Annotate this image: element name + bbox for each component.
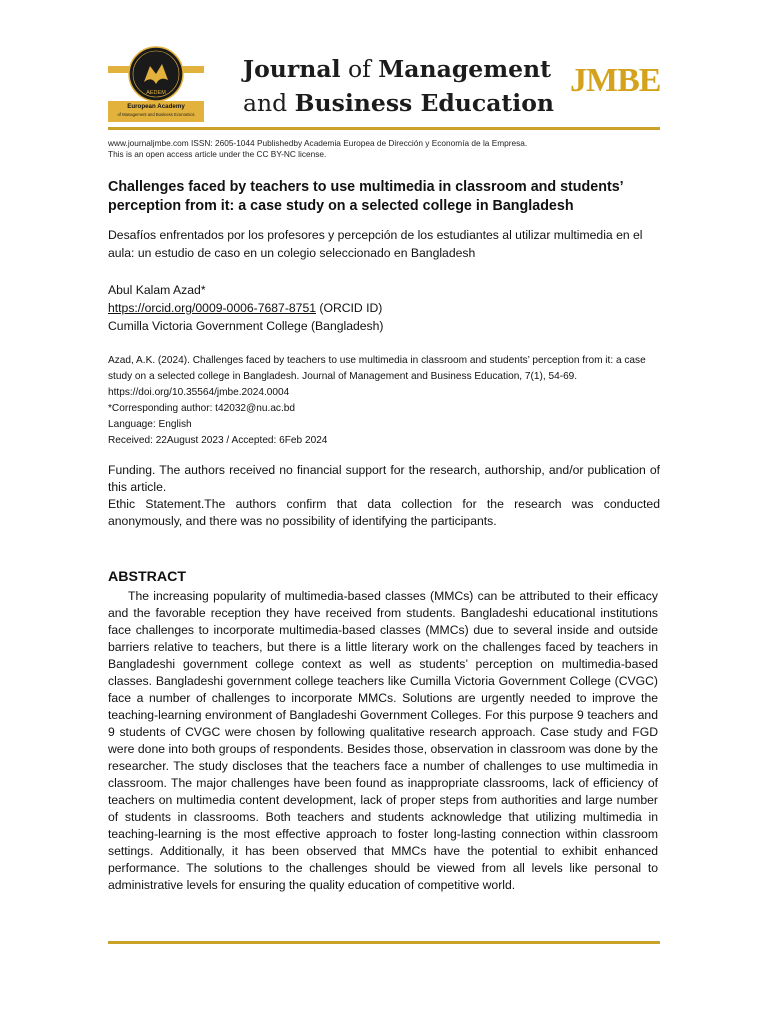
journal-title: Journal of Management and Business Education [243, 55, 554, 117]
author-name: Abul Kalam Azad* [108, 283, 206, 297]
svg-text:AEDEM: AEDEM [146, 90, 166, 96]
jmbe-logo: JMBE [570, 62, 661, 99]
abstract-heading: ABSTRACT [108, 569, 187, 585]
header-divider [108, 127, 660, 130]
statements-block [108, 462, 660, 530]
article-title: Challenges faced by teachers to use multimedia in classroom and students’ perception from it: a case study on a selected college in Bangladesh [108, 179, 623, 214]
citation-block [108, 353, 660, 449]
orcid-label: (ORCID ID) [316, 301, 383, 315]
footer-divider [108, 941, 660, 944]
author-block [108, 281, 660, 335]
logo-subcaption: of Management and Business Economics [117, 112, 195, 117]
article-title-spanish: Desafíos enfrentados por los profesores y percepción de los estudiantes al utilizar multimedia en el aula: un estudio de caso en un colegio seleccionado en Bangladesh [108, 228, 643, 260]
logo-caption: European Academy [127, 103, 185, 110]
publication-info [108, 138, 668, 160]
received-accepted-dates: Received: 22August 2023 / Accepted: 6Feb 2024 [108, 435, 328, 446]
author-affiliation: Cumilla Victoria Government College (Bangladesh) [108, 319, 384, 333]
license-line: This is an open access article under the CC BY-NC license. [108, 149, 327, 159]
abstract-body: The increasing popularity of multimedia-based classes (MMCs) can be attributed to their efficacy and the favorable reception they have received from students. Bangladeshi educational institutions face challenges to incorporate multimedia-based classes (MMCs) due to several inside and outside barriers relative to teachers, but there is a little literary work on the challenges faced by teachers in Bangladeshi government college context as well as students’ perception on multimedia-based classes. Bangladeshi government college teachers like Cumilla Victoria Government College (CVGC) face a number of challenges to incorporate MMCs. Solutions are urgently needed to improve the teaching-learning environment of Bangladeshi Government Colleges. For this purpose 9 teachers and 9 students of CVGC were chosen by following qualitative research approach. Case study and FGD were done into both groups of respondents. Besides those, observation in classroom was done by the researcher. The study discloses that the teachers face a number of challenges to use multimedia in classroom. The major challenges have been found as inappropriate classrooms, lack of efficiency of teachers on multimedia content development, lack of proper steps from authorities and large number of students in classrooms. Both teachers and students acknowledge that utilizing multimedia in teaching-learning is the most effective approach to foster long-lasting connection within classroom settings. Additionally, it has been observed that MMCs have the potential to exhibit enhanced performance. The solutions to the challenges should be viewed from all levels like personal to administrative levels for ensuring the quality education of competitive world. [108, 589, 658, 892]
doi-link[interactable]: https://doi.org/10.35564/jmbe.2024.0004 [108, 387, 290, 398]
funding-statement: Funding. The authors received no financial support for the research, authorship, and/or publication of this article. [108, 463, 660, 494]
orcid-link[interactable]: https://orcid.org/0009-0006-7687-8751 [108, 301, 317, 315]
aedem-emblem-icon [108, 46, 204, 102]
citation-reference: Azad, A.K. (2024). Challenges faced by teachers to use multimedia in classroom and students’ perception from it: a case study on a selected college in Bangladesh. Journal of Management and Business Education, 7(1), 54-69. [108, 355, 646, 382]
ethic-statement: Ethic Statement.The authors confirm that data collection for the research was conducted anonymously, and there was no possibility of identifying the participants. [108, 497, 660, 528]
aedem-logo [108, 46, 204, 124]
corresponding-author: *Corresponding author: t42032@nu.ac.bd [108, 403, 296, 414]
language-info: Language: English [108, 419, 192, 430]
publication-info-line: www.journaljmbe.com ISSN: 2605-1044 Publishedby Academia Europea de Dirección y Economía de la Empresa. [108, 138, 528, 148]
